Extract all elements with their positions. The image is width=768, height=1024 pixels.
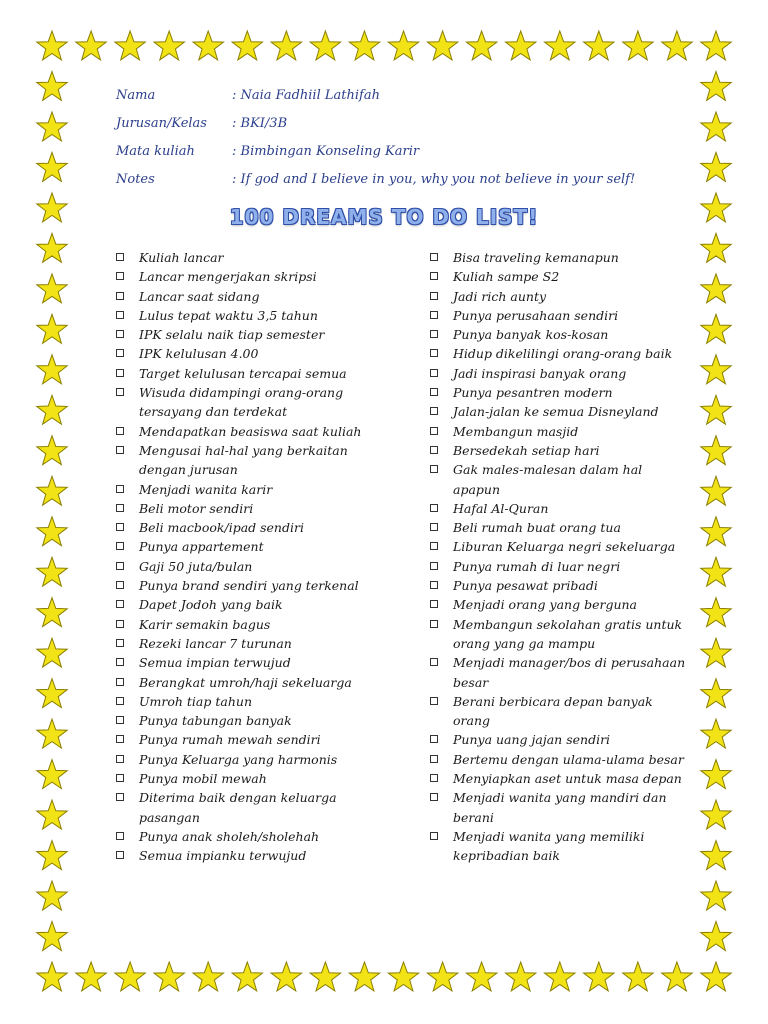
dream-item — [114, 287, 376, 306]
dream-item — [428, 827, 690, 866]
star-icon — [701, 638, 731, 667]
dream-item-text: Mendapatkan beasiswa saat kuliah — [139, 423, 362, 439]
star-icon — [701, 679, 731, 708]
dream-item — [114, 788, 376, 827]
dream-list-left — [114, 248, 376, 866]
dream-item-text: Punya pesawat pribadi — [453, 578, 598, 594]
dream-item — [114, 422, 376, 441]
dream-item-text: Bisa traveling kemanapun — [453, 250, 619, 265]
star-icon — [388, 962, 418, 991]
star-icon — [115, 962, 145, 991]
star-icon — [701, 881, 731, 910]
checkbox-icon[interactable] — [116, 523, 124, 531]
star-icon — [466, 31, 497, 60]
checkbox-icon[interactable] — [116, 600, 124, 608]
star-icon — [701, 476, 731, 505]
dream-item-text: Semua impianku terwujud — [139, 848, 307, 864]
dream-item-text: Semua impian terwujud — [139, 655, 291, 671]
checkbox-icon[interactable] — [116, 735, 124, 743]
dream-item-text: Hafal Al-Quran — [453, 500, 549, 516]
star-icon — [662, 962, 693, 991]
star-icon — [701, 314, 731, 343]
checkbox-icon[interactable] — [116, 446, 124, 454]
dream-item-text: Lancar saat sidang — [139, 288, 260, 304]
checkbox-icon[interactable] — [430, 735, 438, 743]
star-icon — [193, 962, 224, 991]
star-icon — [701, 112, 731, 141]
dream-item — [114, 750, 376, 769]
star-icon — [623, 962, 653, 991]
dream-item-text: Menjadi wanita karir — [139, 481, 273, 497]
dream-item-text: Jadi rich aunty — [453, 288, 547, 304]
dream-item — [428, 576, 690, 595]
checkbox-icon[interactable] — [116, 678, 124, 686]
dream-item — [114, 364, 376, 383]
checkbox-icon[interactable] — [116, 639, 124, 647]
checkbox-icon[interactable] — [430, 523, 438, 531]
checkbox-icon[interactable] — [116, 253, 124, 261]
dream-item — [114, 576, 376, 595]
notes-label: Notes — [116, 172, 155, 187]
star-icon — [545, 962, 576, 991]
star-icon — [37, 800, 67, 829]
star-icon — [37, 719, 67, 748]
star-icon — [701, 31, 731, 60]
dream-item — [428, 653, 690, 692]
star-icon — [310, 962, 340, 991]
dream-item-text: Mengusai hal-hal yang berkaitan dengan jurusan — [139, 442, 348, 478]
star-icon — [37, 112, 67, 141]
star-icon — [701, 841, 731, 870]
dream-item — [428, 595, 690, 614]
star-icon — [37, 476, 67, 505]
dream-item-text: Diterima baik dengan keluarga pasangan — [139, 790, 337, 825]
checkbox-icon[interactable] — [116, 311, 124, 319]
star-icon — [701, 557, 731, 586]
star-icon — [37, 638, 67, 667]
checkbox-icon[interactable] — [430, 504, 438, 512]
dream-item — [428, 287, 690, 306]
dream-item-text: Dapet Jodoh yang baik — [139, 597, 283, 613]
checkbox-icon[interactable] — [116, 349, 124, 357]
dream-item — [428, 325, 690, 344]
course-row — [116, 144, 676, 172]
dream-item-text: Menyiapkan aset untuk masa depan — [453, 771, 682, 787]
dream-item-text: IPK kelulusan 4.00 — [139, 346, 259, 362]
dream-item — [114, 673, 376, 692]
dream-item-text: Punya mobil mewah — [139, 771, 267, 787]
checkbox-icon[interactable] — [116, 369, 124, 377]
dream-item — [428, 615, 690, 654]
checkbox-icon[interactable] — [430, 658, 438, 666]
dream-item — [114, 769, 376, 788]
dream-item-text: Kuliah sampe S2 — [453, 269, 560, 285]
dream-item — [428, 248, 690, 267]
checkbox-icon[interactable] — [116, 504, 124, 512]
star-icon — [37, 598, 67, 627]
star-icon — [37, 881, 67, 910]
star-icon — [37, 72, 67, 101]
name-label: Nama — [116, 88, 156, 103]
checkbox-icon[interactable] — [116, 832, 124, 840]
dream-item — [428, 402, 690, 421]
star-icon — [310, 31, 340, 60]
dream-item-text: Punya appartement — [139, 539, 264, 555]
checkbox-icon[interactable] — [116, 716, 124, 724]
dream-item — [114, 692, 376, 711]
dream-item — [114, 499, 376, 518]
star-icon — [37, 922, 67, 951]
checkbox-icon[interactable] — [430, 349, 438, 357]
dream-item — [114, 480, 376, 499]
dream-item-text: Berani berbicara depan banyak orang — [453, 693, 653, 729]
star-icon — [271, 962, 302, 991]
dream-item — [114, 537, 376, 556]
star-icon — [37, 517, 67, 546]
star-icon — [701, 152, 731, 181]
course-value: : Bimbingan Konseling Karir — [232, 144, 420, 159]
dream-item — [428, 364, 690, 383]
dream-item-text: Punya uang jajan sendiri — [453, 732, 611, 748]
dream-item-text: Punya anak sholeh/sholehah — [139, 828, 320, 844]
dream-item-text: Jalan-jalan ke semua Disneyland — [453, 404, 659, 420]
checkbox-icon[interactable] — [430, 774, 438, 782]
course-label: Mata kuliah — [116, 144, 195, 159]
dream-item-text: Punya rumah mewah sendiri — [139, 732, 321, 748]
dream-item — [428, 422, 690, 441]
star-icon — [466, 962, 497, 991]
star-icon — [701, 922, 731, 951]
star-icon — [37, 233, 67, 262]
star-icon — [701, 274, 731, 303]
dream-item-text: Liburan Keluarga negri sekeluarga — [453, 539, 676, 555]
checkbox-icon[interactable] — [430, 832, 438, 840]
star-icon — [662, 31, 693, 60]
checkbox-icon[interactable] — [116, 427, 124, 435]
star-icon — [388, 31, 418, 60]
dream-item — [114, 248, 376, 267]
checkbox-icon[interactable] — [430, 292, 438, 300]
star-icon — [37, 962, 67, 991]
dream-item-text: Menjadi wanita yang mandiri dan berani — [453, 790, 667, 825]
dream-item — [428, 557, 690, 576]
star-icon — [701, 233, 731, 262]
star-icon — [37, 395, 67, 424]
star-icon — [37, 274, 67, 303]
dream-item — [428, 518, 690, 537]
dream-item-text: Rezeki lancar 7 turunan — [139, 635, 292, 651]
checkbox-icon[interactable] — [116, 774, 124, 782]
dream-item — [114, 730, 376, 749]
dream-item-text: Target kelulusan tercapai semua — [139, 365, 347, 381]
dream-item — [428, 344, 690, 363]
dream-item-text: Beli motor sendiri — [139, 500, 254, 516]
dream-item — [428, 692, 690, 731]
checkbox-icon[interactable] — [116, 851, 124, 859]
checkbox-icon[interactable] — [430, 793, 438, 801]
dream-item — [428, 460, 690, 499]
checkbox-icon[interactable] — [430, 620, 438, 628]
dream-item — [428, 306, 690, 325]
notes-row — [116, 172, 676, 200]
star-icon — [701, 517, 731, 546]
star-icon — [232, 31, 262, 60]
dream-item — [114, 325, 376, 344]
checkbox-icon[interactable] — [430, 446, 438, 454]
dream-item — [114, 344, 376, 363]
star-icon — [701, 719, 731, 748]
checkbox-icon[interactable] — [430, 600, 438, 608]
dream-item — [428, 383, 690, 402]
dream-item-text: Berangkat umroh/haji sekeluarga — [139, 674, 352, 690]
dream-item-text: Menjadi wanita yang memiliki kepribadian baik — [453, 828, 645, 864]
star-icon — [193, 31, 224, 60]
dream-item — [114, 846, 376, 865]
dream-item-text: Wisuda didampingi orang-orang tersayang dan terdekat — [139, 385, 344, 420]
checkbox-icon[interactable] — [116, 562, 124, 570]
star-icon — [232, 962, 262, 991]
name-row — [116, 88, 676, 116]
checkbox-icon[interactable] — [430, 581, 438, 589]
dream-item-text: IPK selalu naik tiap semester — [139, 327, 325, 343]
star-icon — [701, 436, 731, 465]
dream-item-text: Beli rumah buat orang tua — [453, 520, 621, 536]
checkbox-icon[interactable] — [430, 562, 438, 570]
dream-item-text: Gaji 50 juta/bulan — [139, 558, 253, 574]
star-icon — [349, 31, 379, 60]
checkbox-icon[interactable] — [430, 427, 438, 435]
star-icon — [37, 436, 67, 465]
dream-list-right — [428, 248, 690, 866]
dream-item — [428, 750, 690, 769]
dream-item-text: Hidup dikelilingi orang-orang baik — [453, 346, 673, 362]
class-value: : BKI/3B — [232, 116, 288, 131]
checkbox-icon[interactable] — [430, 311, 438, 319]
checkbox-icon[interactable] — [116, 620, 124, 628]
dream-item-text: Gak males-malesan dalam hal apapun — [453, 462, 643, 497]
checkbox-icon[interactable] — [116, 388, 124, 396]
star-icon — [701, 395, 731, 424]
star-icon — [701, 355, 731, 384]
dream-item — [114, 557, 376, 576]
dream-item-text: Punya banyak kos-kosan — [453, 327, 609, 343]
dream-item — [428, 769, 690, 788]
checkbox-icon[interactable] — [116, 697, 124, 705]
checkbox-icon[interactable] — [430, 755, 438, 763]
dream-item-text: Kuliah lancar — [139, 250, 224, 265]
checkbox-icon[interactable] — [430, 272, 438, 280]
star-icon — [37, 355, 67, 384]
header-info — [116, 88, 676, 200]
checkbox-icon[interactable] — [116, 658, 124, 666]
checkbox-icon[interactable] — [430, 369, 438, 377]
star-icon — [37, 760, 67, 789]
dream-item — [428, 537, 690, 556]
checkbox-icon[interactable] — [116, 272, 124, 280]
dream-item-text: Beli macbook/ipad sendiri — [139, 520, 304, 536]
star-icon — [349, 962, 379, 991]
star-icon — [37, 314, 67, 343]
star-icon — [37, 152, 67, 181]
star-icon — [545, 31, 576, 60]
dream-item-text: Punya brand sendiri yang terkenal — [139, 578, 359, 594]
dream-item-text: Membangun masjid — [453, 423, 579, 439]
dream-item-text: Menjadi manager/bos di perusahaan besar — [453, 655, 686, 690]
checkbox-icon[interactable] — [116, 581, 124, 589]
star-icon — [701, 598, 731, 627]
dream-item — [114, 653, 376, 672]
dream-item-text: Punya pesantren modern — [453, 385, 613, 401]
star-icon — [427, 962, 457, 991]
dream-item-text: Punya rumah di luar negri — [453, 558, 621, 574]
dream-item — [428, 730, 690, 749]
dream-item — [114, 306, 376, 325]
star-icon — [506, 962, 536, 991]
dream-item-text: Menjadi orang yang berguna — [453, 597, 637, 613]
star-icon — [154, 31, 184, 60]
dream-item-text: Membangun sekolahan gratis untuk orang yang ga mampu — [453, 616, 683, 651]
checkbox-icon[interactable] — [430, 465, 438, 473]
checkbox-icon[interactable] — [430, 697, 438, 705]
star-icon — [506, 31, 536, 60]
star-icon — [154, 962, 184, 991]
dream-item-text: Karir semakin bagus — [139, 616, 271, 632]
dream-item-text: Jadi inspirasi banyak orang — [453, 365, 627, 381]
star-icon — [37, 841, 67, 870]
dream-item — [114, 595, 376, 614]
checkbox-icon[interactable] — [116, 292, 124, 300]
star-icon — [584, 962, 614, 991]
dream-item — [114, 267, 376, 286]
star-icon — [623, 31, 653, 60]
class-label: Jurusan/Kelas — [116, 116, 207, 131]
star-icon — [701, 72, 731, 101]
dream-item-text: Punya perusahaan sendiri — [453, 307, 619, 323]
star-icon — [701, 760, 731, 789]
star-icon — [271, 31, 302, 60]
star-icon — [37, 557, 67, 586]
dream-item-text: Umroh tiap tahun — [139, 693, 252, 709]
dream-item — [114, 441, 376, 480]
checkbox-icon[interactable] — [430, 542, 438, 550]
dream-item-text: Punya tabungan banyak — [139, 713, 292, 729]
checkbox-icon[interactable] — [116, 485, 124, 493]
star-icon — [115, 31, 145, 60]
dream-item-text: Punya Keluarga yang harmonis — [139, 751, 338, 767]
star-icon — [76, 962, 107, 991]
class-row — [116, 116, 676, 144]
dream-item — [428, 267, 690, 286]
checkbox-icon[interactable] — [116, 542, 124, 550]
notes-value: : If god and I believe in you, why you not believe in your self! — [232, 172, 636, 187]
checkbox-icon[interactable] — [116, 793, 124, 801]
star-icon — [76, 31, 107, 60]
star-icon — [701, 962, 731, 991]
dream-item-text: Lancar mengerjakan skripsi — [139, 269, 317, 285]
checkbox-icon[interactable] — [430, 407, 438, 415]
dream-item — [428, 441, 690, 460]
dream-item — [114, 711, 376, 730]
dream-item — [114, 827, 376, 846]
dream-item-text: Bertemu dengan ulama-ulama besar — [453, 751, 684, 767]
dream-item — [428, 499, 690, 518]
star-icon — [427, 31, 457, 60]
checkbox-icon[interactable] — [116, 755, 124, 763]
checkbox-icon[interactable] — [430, 330, 438, 338]
name-value: : Naia Fadhiil Lathifah — [232, 88, 380, 103]
star-icon — [584, 31, 614, 60]
dream-item — [114, 383, 376, 422]
star-icon — [37, 679, 67, 708]
dream-item — [114, 615, 376, 634]
checkbox-icon[interactable] — [116, 330, 124, 338]
dream-item — [114, 634, 376, 653]
dream-item — [428, 788, 690, 827]
checkbox-icon[interactable] — [430, 388, 438, 396]
star-icon — [701, 800, 731, 829]
dream-item-text: Bersedekah setiap hari — [453, 442, 600, 458]
star-icon — [37, 31, 67, 60]
dream-item — [114, 518, 376, 537]
page-title: 100 DREAMS TO DO LIST! — [229, 205, 539, 229]
dream-item-text: Lulus tepat waktu 3,5 tahun — [139, 307, 318, 323]
checkbox-icon[interactable] — [430, 253, 438, 261]
